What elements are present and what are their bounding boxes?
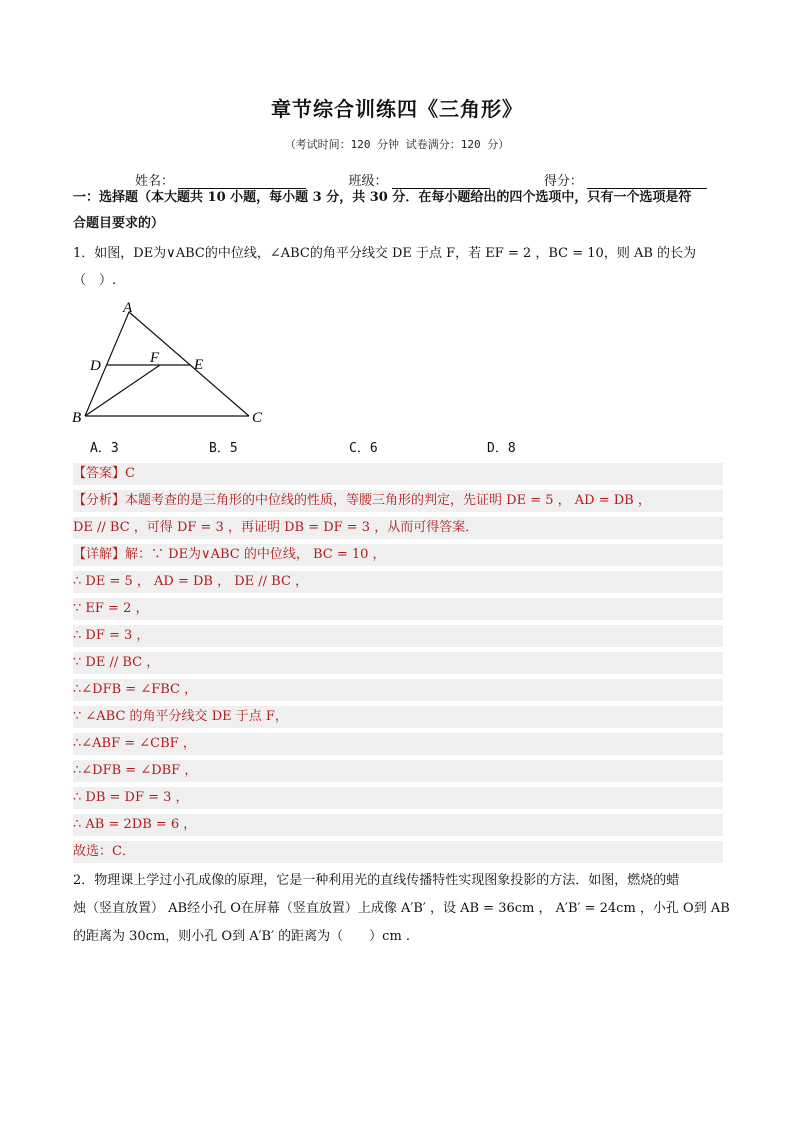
label-b: B	[72, 410, 82, 426]
label-f: F	[150, 350, 160, 366]
name-label: 姓名：	[135, 174, 175, 189]
label-c: C	[252, 410, 263, 426]
segment-ac	[129, 312, 249, 416]
q2-stem-line1: 2．物理课上学过小孔成像的原理，它是一种利用光的直线传播特性实现图象投影的方法．如图，燃烧的蜡	[73, 873, 680, 888]
step-line: ∴ DB = DF = 3 ，	[73, 790, 189, 805]
page-title: 章节综合训练四《三角形》	[271, 97, 523, 121]
label-d: D	[90, 358, 101, 374]
score-field[interactable]	[587, 174, 707, 189]
step-line: ∴ AB = 2DB = 6 ，	[73, 817, 197, 832]
analysis-text-2: DE // BC ，可得 DF = 3 ，再证明 DB = DF = 3 ，从而可得答案．	[73, 520, 479, 535]
label-a: A	[123, 300, 133, 316]
step-line: ∵ DE // BC ，	[73, 655, 160, 670]
triangle-figure	[68, 298, 278, 430]
analysis-text-1: 本题考查的是三角形的中位线的性质，等腰三角形的判定，先证明 DE = 5 ， AD = DB ，	[125, 493, 651, 508]
answer-value: C	[125, 466, 135, 481]
option-c[interactable]: C．6	[349, 441, 378, 456]
step-line: ∴∠DFB = ∠DBF ，	[73, 763, 198, 778]
class-field[interactable]	[392, 174, 490, 189]
step-line: ∴ DE = 5 ， AD = DB ， DE // BC ，	[73, 574, 309, 589]
step-line: ∴ DF = 3 ，	[73, 628, 150, 643]
answer-tag: 【答案】	[73, 466, 126, 481]
detail-line	[73, 546, 723, 564]
analysis-line2	[73, 519, 723, 537]
analysis-line1	[73, 492, 723, 510]
score-label: 得分：	[543, 174, 583, 189]
step-line: ∵ EF = 2 ，	[73, 601, 149, 616]
section-heading-line2: 合题目要求的）	[73, 216, 165, 231]
detail-tag: 【详解】	[73, 547, 126, 562]
label-e: E	[194, 357, 204, 373]
option-b[interactable]: B．5	[209, 441, 238, 456]
analysis-tag: 【分析】	[73, 493, 126, 508]
q2-stem-line2: 烛（竖直放置） AB经小孔 O在屏幕（竖直放置）上成像 A′B′ ，设 AB = 36cm ， A′B′ = 24cm ，小孔 O到 AB	[73, 901, 730, 916]
q1-stem-line1: 1．如图，DE为∨ABC的中位线，∠ABC的角平分线交 DE 于点 F，若 EF = 2 ，BC = 10，则 AB 的长为	[73, 246, 697, 261]
step-line: ∴∠ABF = ∠CBF ，	[73, 736, 196, 751]
conclusion-line: 故选：C．	[73, 844, 135, 859]
detail-first: 解：∵ DE为∨ABC 的中位线， BC = 10 ，	[125, 547, 386, 562]
option-d[interactable]: D．8	[487, 441, 516, 456]
q1-stem-line2: （ ）.	[73, 273, 117, 288]
step-line: ∴∠DFB = ∠FBC ，	[73, 682, 198, 697]
exam-subtitle: （考试时间：120 分钟 试卷满分：120 分）	[284, 138, 510, 151]
section-heading-line1: 一：选择题（本大题共 10 小题，每小题 3 分，共 30 分．在每小题给出的四个选项中，只有一个选项是符	[73, 190, 692, 205]
step-line: ∵ ∠ABC 的角平分线交 DE 于点 F，	[73, 709, 288, 724]
class-label: 班级：	[348, 174, 388, 189]
answer-line	[73, 465, 723, 483]
student-info-row	[135, 170, 675, 189]
q2-stem-line3: 的距离为 30cm，则小孔 O到 A′B′ 的距离为（ ）cm .	[73, 929, 411, 944]
option-a[interactable]: A．3	[90, 441, 119, 456]
name-field[interactable]	[178, 174, 306, 189]
